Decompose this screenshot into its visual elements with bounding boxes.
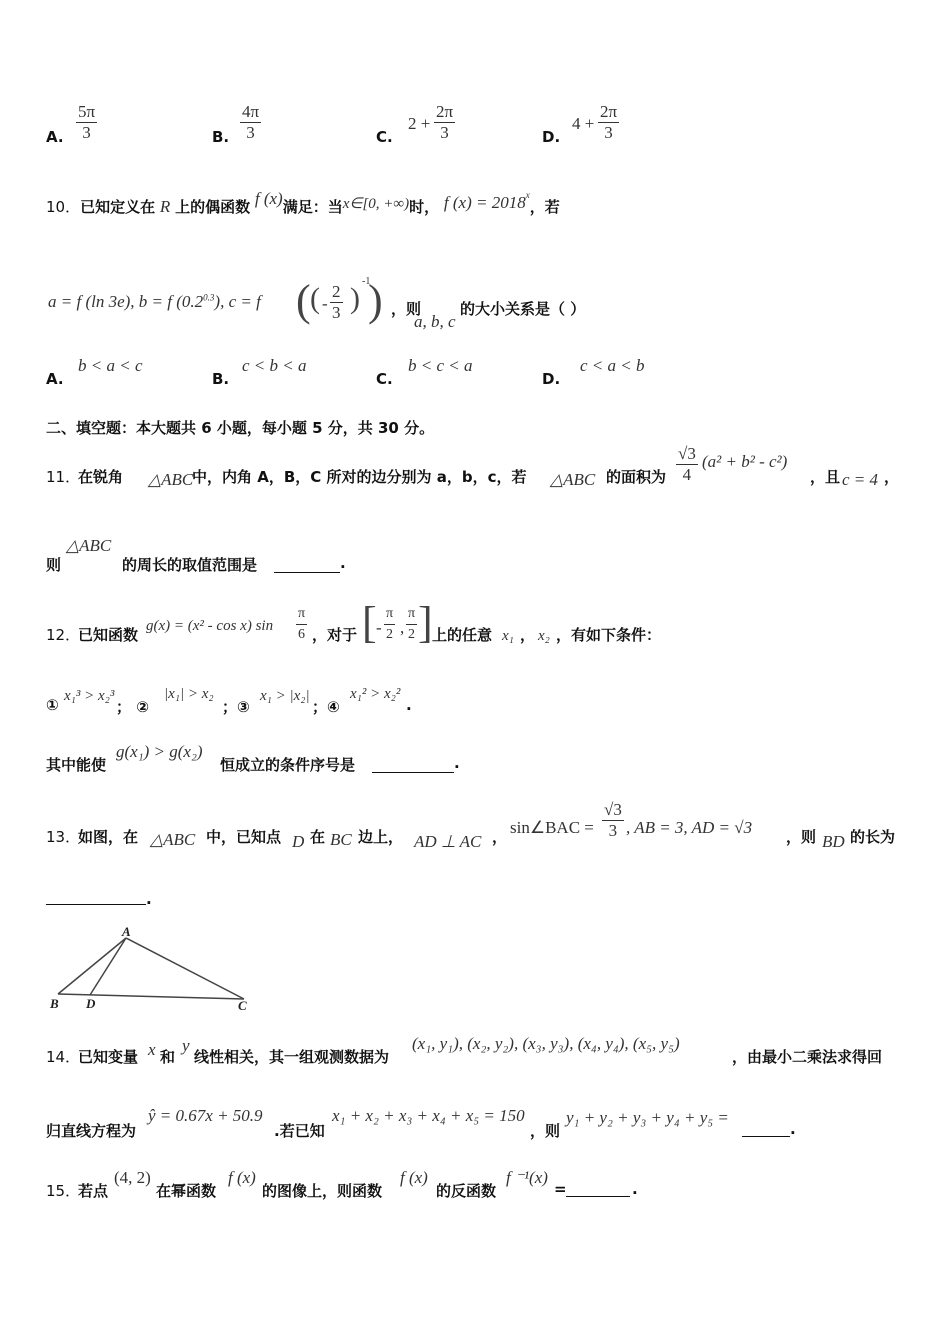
- q10-line2: a = f (ln 3e), b = f $(0.2^{0.3})$, c = f ( ( - $\frac{2}{3}$ ) -1 ) ，则 a, b, c 的大小关系是（ ）: [48, 276, 586, 331]
- answer-blank[interactable]: [566, 1182, 630, 1197]
- side-ab: [58, 938, 126, 994]
- q12-line1: 12． 已知函数 g(x) = (x² - cos x) sin $\frac{\pi}{6}$ ，对于 [ - $\frac{\pi}{2}$ , $\frac{\pi}{2}$ ] 上的任意 x₁ ， x₂ ，有如下条件：: [46, 598, 662, 647]
- vertex-a-label: A: [122, 924, 131, 939]
- q12-line3: 其中能使 g(x₁) > g(x₂) 恒成立的条件序号是 .: [46, 742, 460, 774]
- q14-line2: 归直线方程为 ŷ = 0.67x + 50.9 .若已知 x₁ + x₂ + x₃ + x₄ + x₅ = 150 ，则 y₁ + y₂ + y₃ + y₄ + y₅ = .: [46, 1106, 796, 1140]
- question-number: 10．: [46, 198, 81, 216]
- option-fraction: $\frac{2\pi}{3}$: [600, 102, 618, 142]
- q10-options: A. b < a < c B. c < b < a C. b < c < a D. c < a < b: [46, 356, 645, 388]
- option-label: B.: [212, 128, 230, 146]
- vertex-c-label: C: [238, 998, 247, 1013]
- option-label: D.: [542, 128, 561, 146]
- option-prefix: 2 +: [408, 114, 431, 133]
- answer-blank[interactable]: [372, 756, 454, 773]
- bracket-left: [: [362, 598, 377, 647]
- q14-line1: 14． 已知变量 x 和 y 线性相关，其一组观测数据为 (x₁, y₁), (x₂, y₂), (x₃, y₃), (x₄, y₄), (x₅, y₅) ，由最小二乘法求得回: [46, 1034, 883, 1066]
- option-expr: c < b < a: [242, 356, 307, 375]
- minus-sign: -: [322, 294, 328, 313]
- bracket-right: ]: [418, 598, 433, 647]
- triangle-figure: [46, 924, 266, 1014]
- area-fraction: $\frac{√3}{4}$: [678, 444, 696, 484]
- vertex-d-label: D: [86, 996, 96, 1011]
- vertex-b-label: B: [50, 996, 59, 1011]
- q13-line1: 13． 如图，在 △ABC 中，已知点 D 在 BC 边上， AD ⊥ AC ， sin∠BAC = $\frac{√3}{3}$ , AB = 3, AD = √3 ，则 BD 的长为: [46, 800, 896, 851]
- big-paren-right: ): [368, 276, 383, 325]
- section-title: 二、填空题：本大题共 6 小题，每小题 5 分，共 30 分。: [46, 419, 435, 437]
- interval-low: $\frac{\pi}{2}$: [386, 606, 394, 642]
- answer-blank[interactable]: [274, 556, 340, 573]
- option-expr: b < c < a: [408, 356, 473, 375]
- abc-vars: a, b, c: [414, 312, 456, 331]
- paren-left: (: [310, 282, 320, 315]
- sin-fraction: $\frac{√3}{3}$: [604, 800, 622, 840]
- c-fraction: $\frac{2}{3}$: [332, 282, 341, 322]
- option-label: A.: [46, 128, 64, 146]
- option-fraction: $\frac{4\pi}{3}$: [242, 102, 260, 142]
- q13-line2: .: [46, 886, 246, 910]
- paren-right: ): [350, 282, 360, 315]
- q9-options: [46, 102, 746, 152]
- q12-conditions: ① x₁³ > x₂³ ； ② |x₁| > x₂ ；③ x₁ > |x₂| ；④ x₁² > x₂² .: [46, 686, 412, 716]
- q15-line: 15． 若点 (4, 2) 在幂函数 f (x) 的图像上，则函数 f (x) 的反函数 f ⁻¹(x) = .: [46, 1168, 638, 1200]
- interval-high: $\frac{\pi}{2}$: [408, 606, 416, 642]
- option-prefix: 4 +: [572, 114, 595, 133]
- option-fraction: $\frac{5\pi}{3}$: [78, 102, 96, 142]
- pi-fraction: $\frac{\pi}{6}$: [298, 606, 306, 642]
- q10-line1: 10．已知定义在 R 上的偶函数 f (x)满足：当x∈[0, +∞)时， f $(x) = 2018^x$，若: [46, 189, 560, 216]
- side-ac: [126, 938, 244, 999]
- q11-line1: 11． 在锐角 △ABC 中，内角 A，B，C 所对的边分别为 a，b，c，若 △ABC 的面积为 $\frac{√3}{4}$ (a² + b² - c²) ，且 c = 4 ，: [46, 444, 900, 489]
- option-label: C.: [376, 128, 393, 146]
- answer-blank[interactable]: [742, 1122, 790, 1137]
- abc-definition: a = f (ln 3e), b = f $(0.2^{0.3})$, c = f: [48, 292, 261, 311]
- option-expr: b < a < c: [78, 356, 143, 375]
- option-fraction: $\frac{2\pi}{3}$: [436, 102, 454, 142]
- big-paren-left: (: [296, 276, 311, 325]
- option-expr: c < a < b: [580, 356, 645, 375]
- answer-blank[interactable]: [46, 886, 146, 905]
- q11-line2: 则 △ABC 的周长的取值范围是 .: [46, 536, 346, 574]
- segment-ad: [90, 938, 126, 995]
